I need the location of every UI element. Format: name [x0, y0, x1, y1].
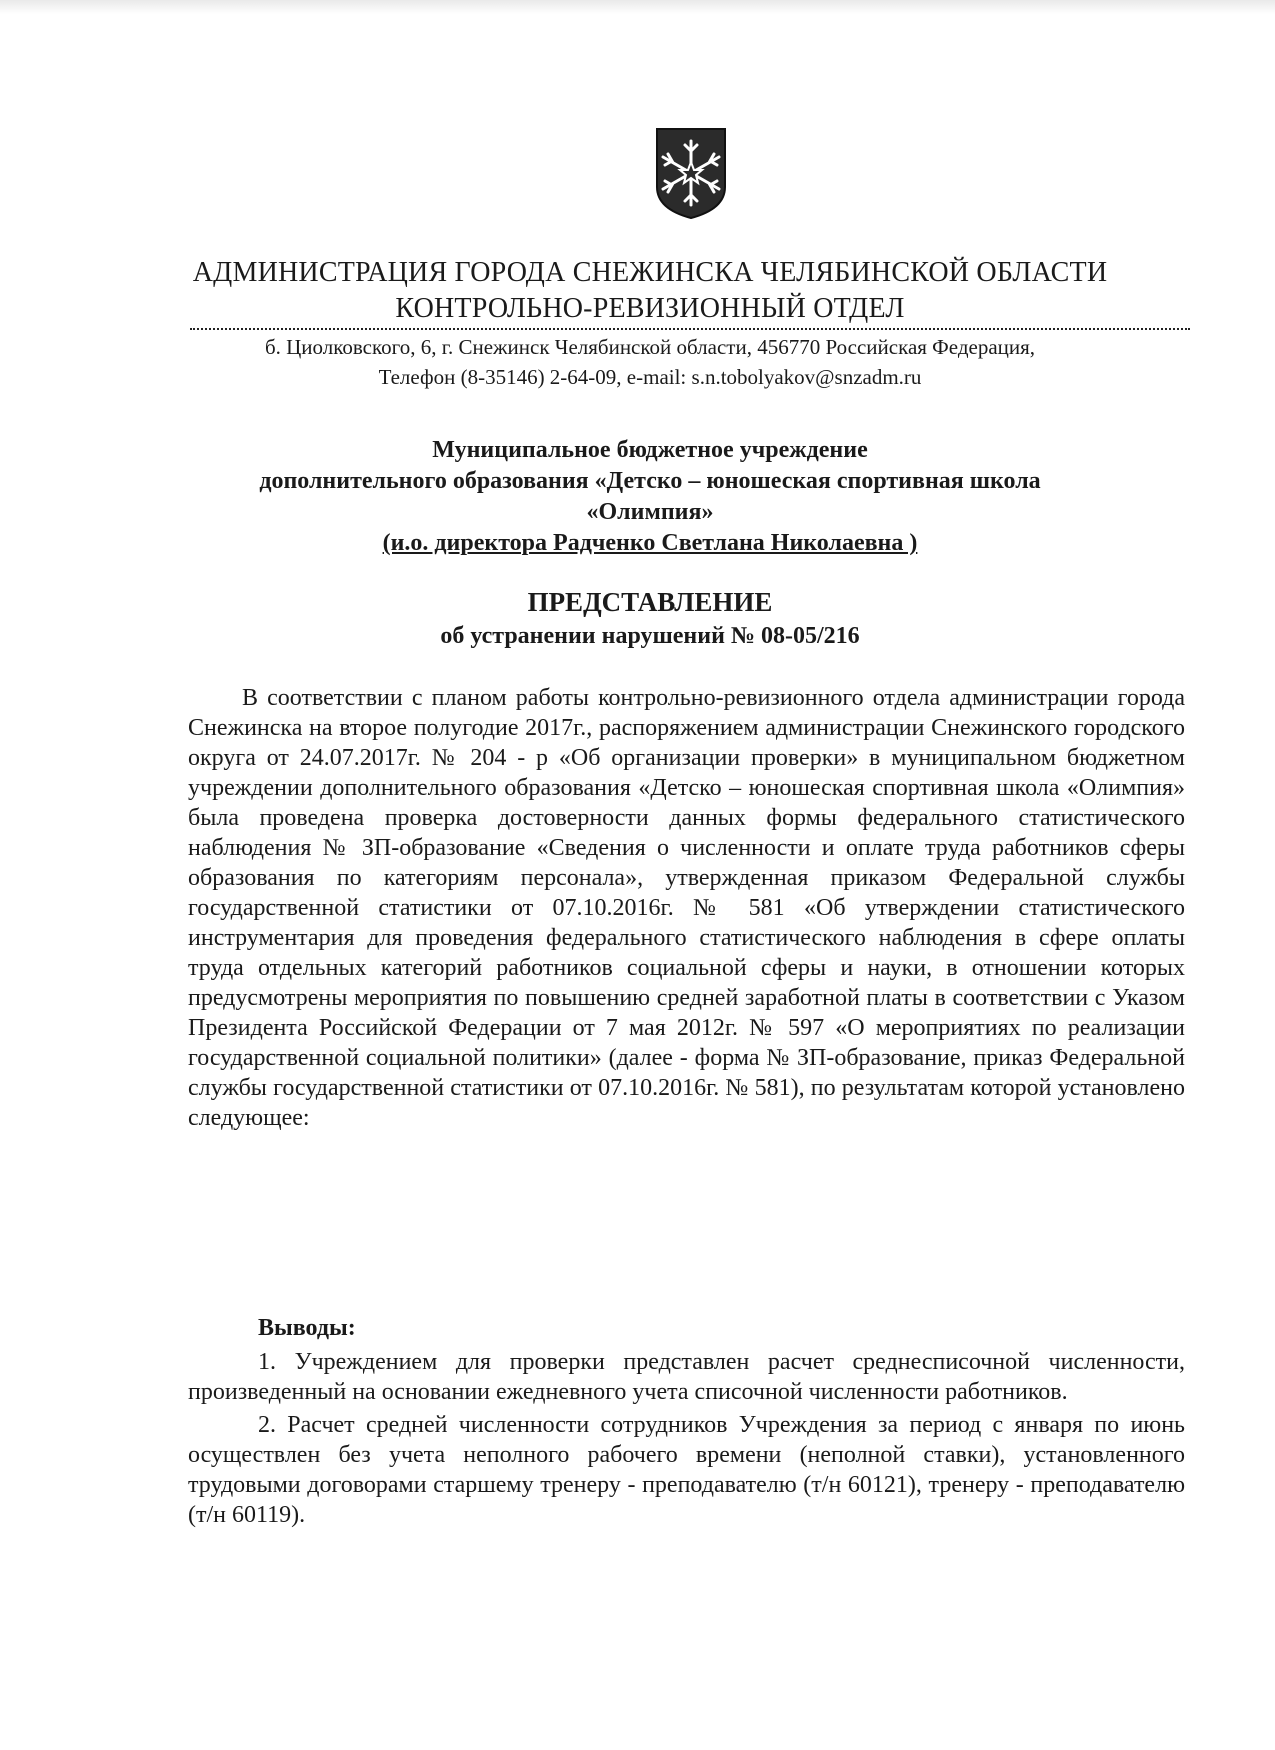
addressee-block	[150, 435, 1150, 559]
header-line-2: КОНТРОЛЬНО-РЕВИЗИОННЫЙ ОТДЕЛ	[395, 293, 905, 324]
snowflake-coat-of-arms-icon	[651, 125, 731, 221]
contact-block	[150, 332, 1150, 392]
conclusions-list	[188, 1347, 1185, 1533]
phone-email-line: Телефон (8-35146) 2-64-09, e-mail: s.n.tobolyakov@snzadm.ru	[378, 365, 922, 389]
addressee-line-1: Муниципальное бюджетное учреждение	[432, 437, 868, 463]
address-line: б. Циолковского, 6, г. Снежинск Челябинской области, 456770 Российская Федерация,	[264, 335, 1036, 359]
title-main: ПРЕДСТАВЛЕНИЕ	[527, 587, 773, 617]
conclusion-item-2: 2. Расчет средней численности сотрудников Учреждения за период с января по июнь осуществлен без учета неполного рабочего времени (неполной ставки), установленного трудовыми договорами старшему тренеру - преподавателю (т/н 60121), тренеру - преподавателю (т/н 60119).	[188, 1412, 1185, 1528]
conclusions-heading: Выводы:	[258, 1315, 356, 1341]
header-line-1: АДМИНИСТРАЦИЯ ГОРОДА СНЕЖИНСКА ЧЕЛЯБИНСКОЙ ОБЛАСТИ	[192, 257, 1108, 288]
addressee-director: (и.о. директора Радченко Светлана Николаевна )	[382, 530, 918, 556]
addressee-line-3: «Олимпия»	[586, 499, 714, 525]
document-title	[150, 585, 1150, 653]
header-divider	[190, 328, 1190, 330]
body-paragraph: В соответствии с планом работы контрольно-ревизионного отдела администрации города Снежинска на второе полугодие 2017г., распоряжением администрации Снежинского городского округа от 24.07.2017г. № 204 - р «Об организации проверки» в муниципальном бюджетном учреждении дополнительного образования «Детско – юношеская спортивная школа «Олимпия» была проведена проверка достоверности данных формы федерального статистического наблюдения № ЗП-образование «Сведения о численности и оплате труда работников сферы образования по категориям персонала», утвержденная приказом Федеральной службы государственной статистики от 07.10.2016г. № 581 «Об утверждении статистического инструментария для проведения федерального статистического наблюдения в сфере оплаты труда отдельных категорий работников социальной сферы и науки, в отношении которых предусмотрены мероприятия по повышению средней заработной платы в соответствии с Указом Президента Российской Федерации от 7 мая 2012г. № 597 «О мероприятиях по реализации государственной социальной политики» (далее - форма № ЗП-образование, приказ Федеральной службы государственной статистики от 07.10.2016г. № 581), по результатам которой установлено следующее:	[188, 685, 1185, 1131]
addressee-line-2: дополнительного образования «Детско – юношеская спортивная школа	[259, 468, 1041, 494]
document-body	[188, 683, 1185, 1133]
scan-edge	[0, 0, 1275, 14]
organization-header	[150, 255, 1150, 327]
conclusion-item-1: 1. Учреждением для проверки представлен расчет среднесписочной численности, произведенный на основании ежедневного учета списочной численности работников.	[188, 1349, 1185, 1405]
title-sub: об устранении нарушений № 08-05/216	[440, 623, 860, 649]
